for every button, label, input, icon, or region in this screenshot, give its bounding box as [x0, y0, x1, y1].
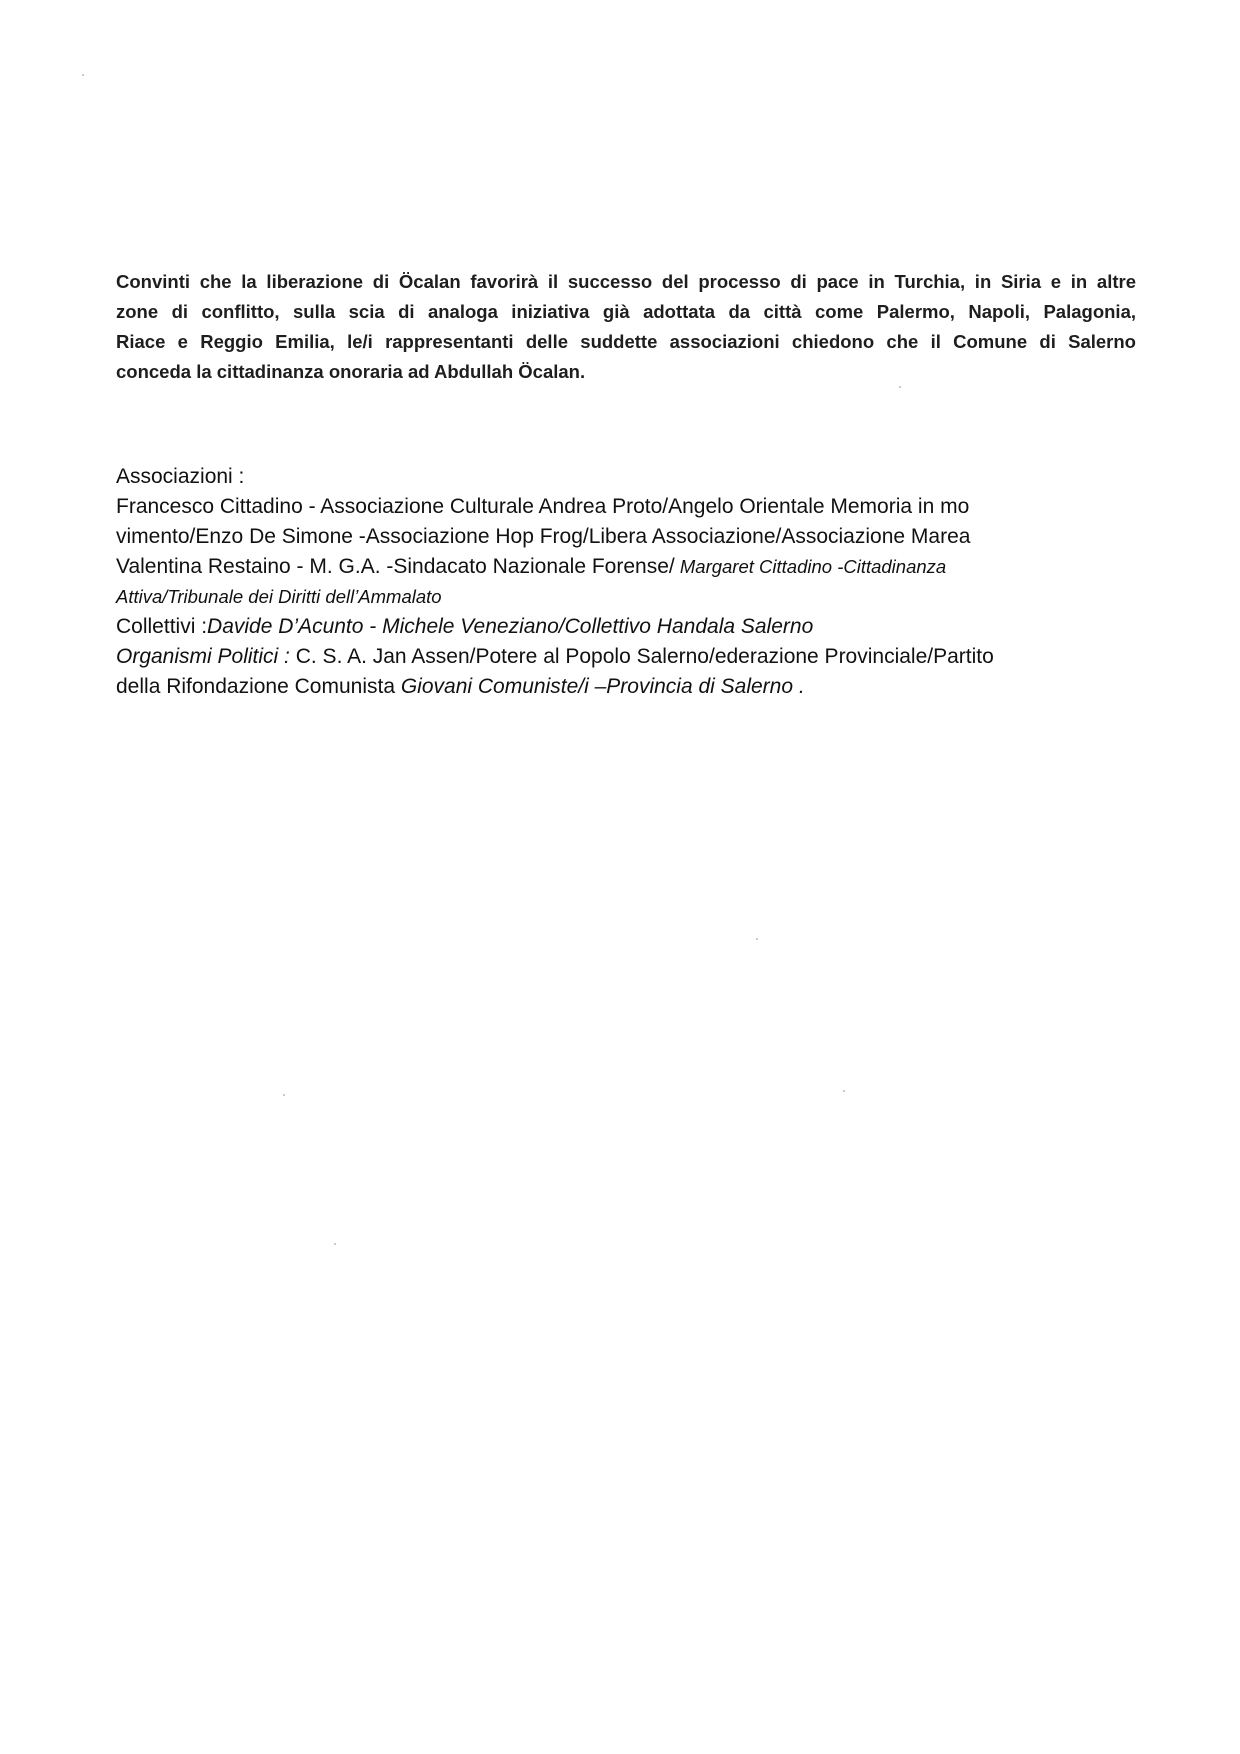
scan-speck	[283, 1094, 285, 1096]
collettivi-value: Davide D’Acunto - Michele Veneziano/Collettivo Handala Salerno	[207, 615, 814, 638]
scan-speck	[334, 1243, 336, 1245]
intro-paragraph	[116, 267, 1136, 387]
associazioni-line: vimento/Enzo De Simone -Associazione Hop Frog/Libera Associazione/Associazione Marea	[116, 525, 971, 548]
organismi-label: Organismi Politici :	[116, 645, 290, 668]
organismi-line	[116, 642, 1136, 672]
scan-speck	[756, 938, 758, 940]
intro-line: zone di conflitto, sulla scia di analoga iniziativa già adottata da città come Palermo, Napoli, Palagonia,	[116, 301, 1136, 322]
intro-line: Riace e Reggio Emilia, le/i rappresentanti delle suddette associazioni chiedono che il Comune di Salerno	[116, 331, 1136, 352]
collettivi-label: Collettivi :	[116, 615, 208, 638]
associazioni-text: Valentina Restaino - M. G.A. -Sindacato Nazionale Forense/	[116, 555, 675, 578]
intro-line: Convinti che la liberazione di Öcalan favorirà il successo del processo di pace in Turchia, in Siria e in altre	[116, 271, 1136, 292]
organismi-italic-text: Giovani Comuniste/i –Provincia di Salerno .	[400, 675, 805, 698]
signatories-section	[116, 462, 1136, 702]
organismi-text: della Rifondazione Comunista	[116, 675, 401, 698]
associazioni-line: Attiva/Tribunale dei Diritti dell’Ammalato	[116, 586, 442, 607]
associazioni-heading: Associazioni :	[116, 465, 245, 488]
intro-line: conceda la cittadinanza onoraria ad Abdullah Öcalan.	[116, 361, 586, 382]
organismi-value: C. S. A. Jan Assen/Potere al Popolo Salerno/ederazione Provinciale/Partito	[289, 645, 994, 668]
associazioni-line	[116, 552, 1136, 582]
scan-speck	[843, 1090, 845, 1092]
associazioni-italic-text: Margaret Cittadino -Cittadinanza	[674, 556, 947, 577]
organismi-line	[116, 672, 1136, 702]
scan-speck	[82, 74, 84, 76]
associazioni-line: Francesco Cittadino - Associazione Culturale Andrea Proto/Angelo Orientale Memoria in mo	[116, 495, 970, 518]
collettivi-line	[116, 612, 1136, 642]
